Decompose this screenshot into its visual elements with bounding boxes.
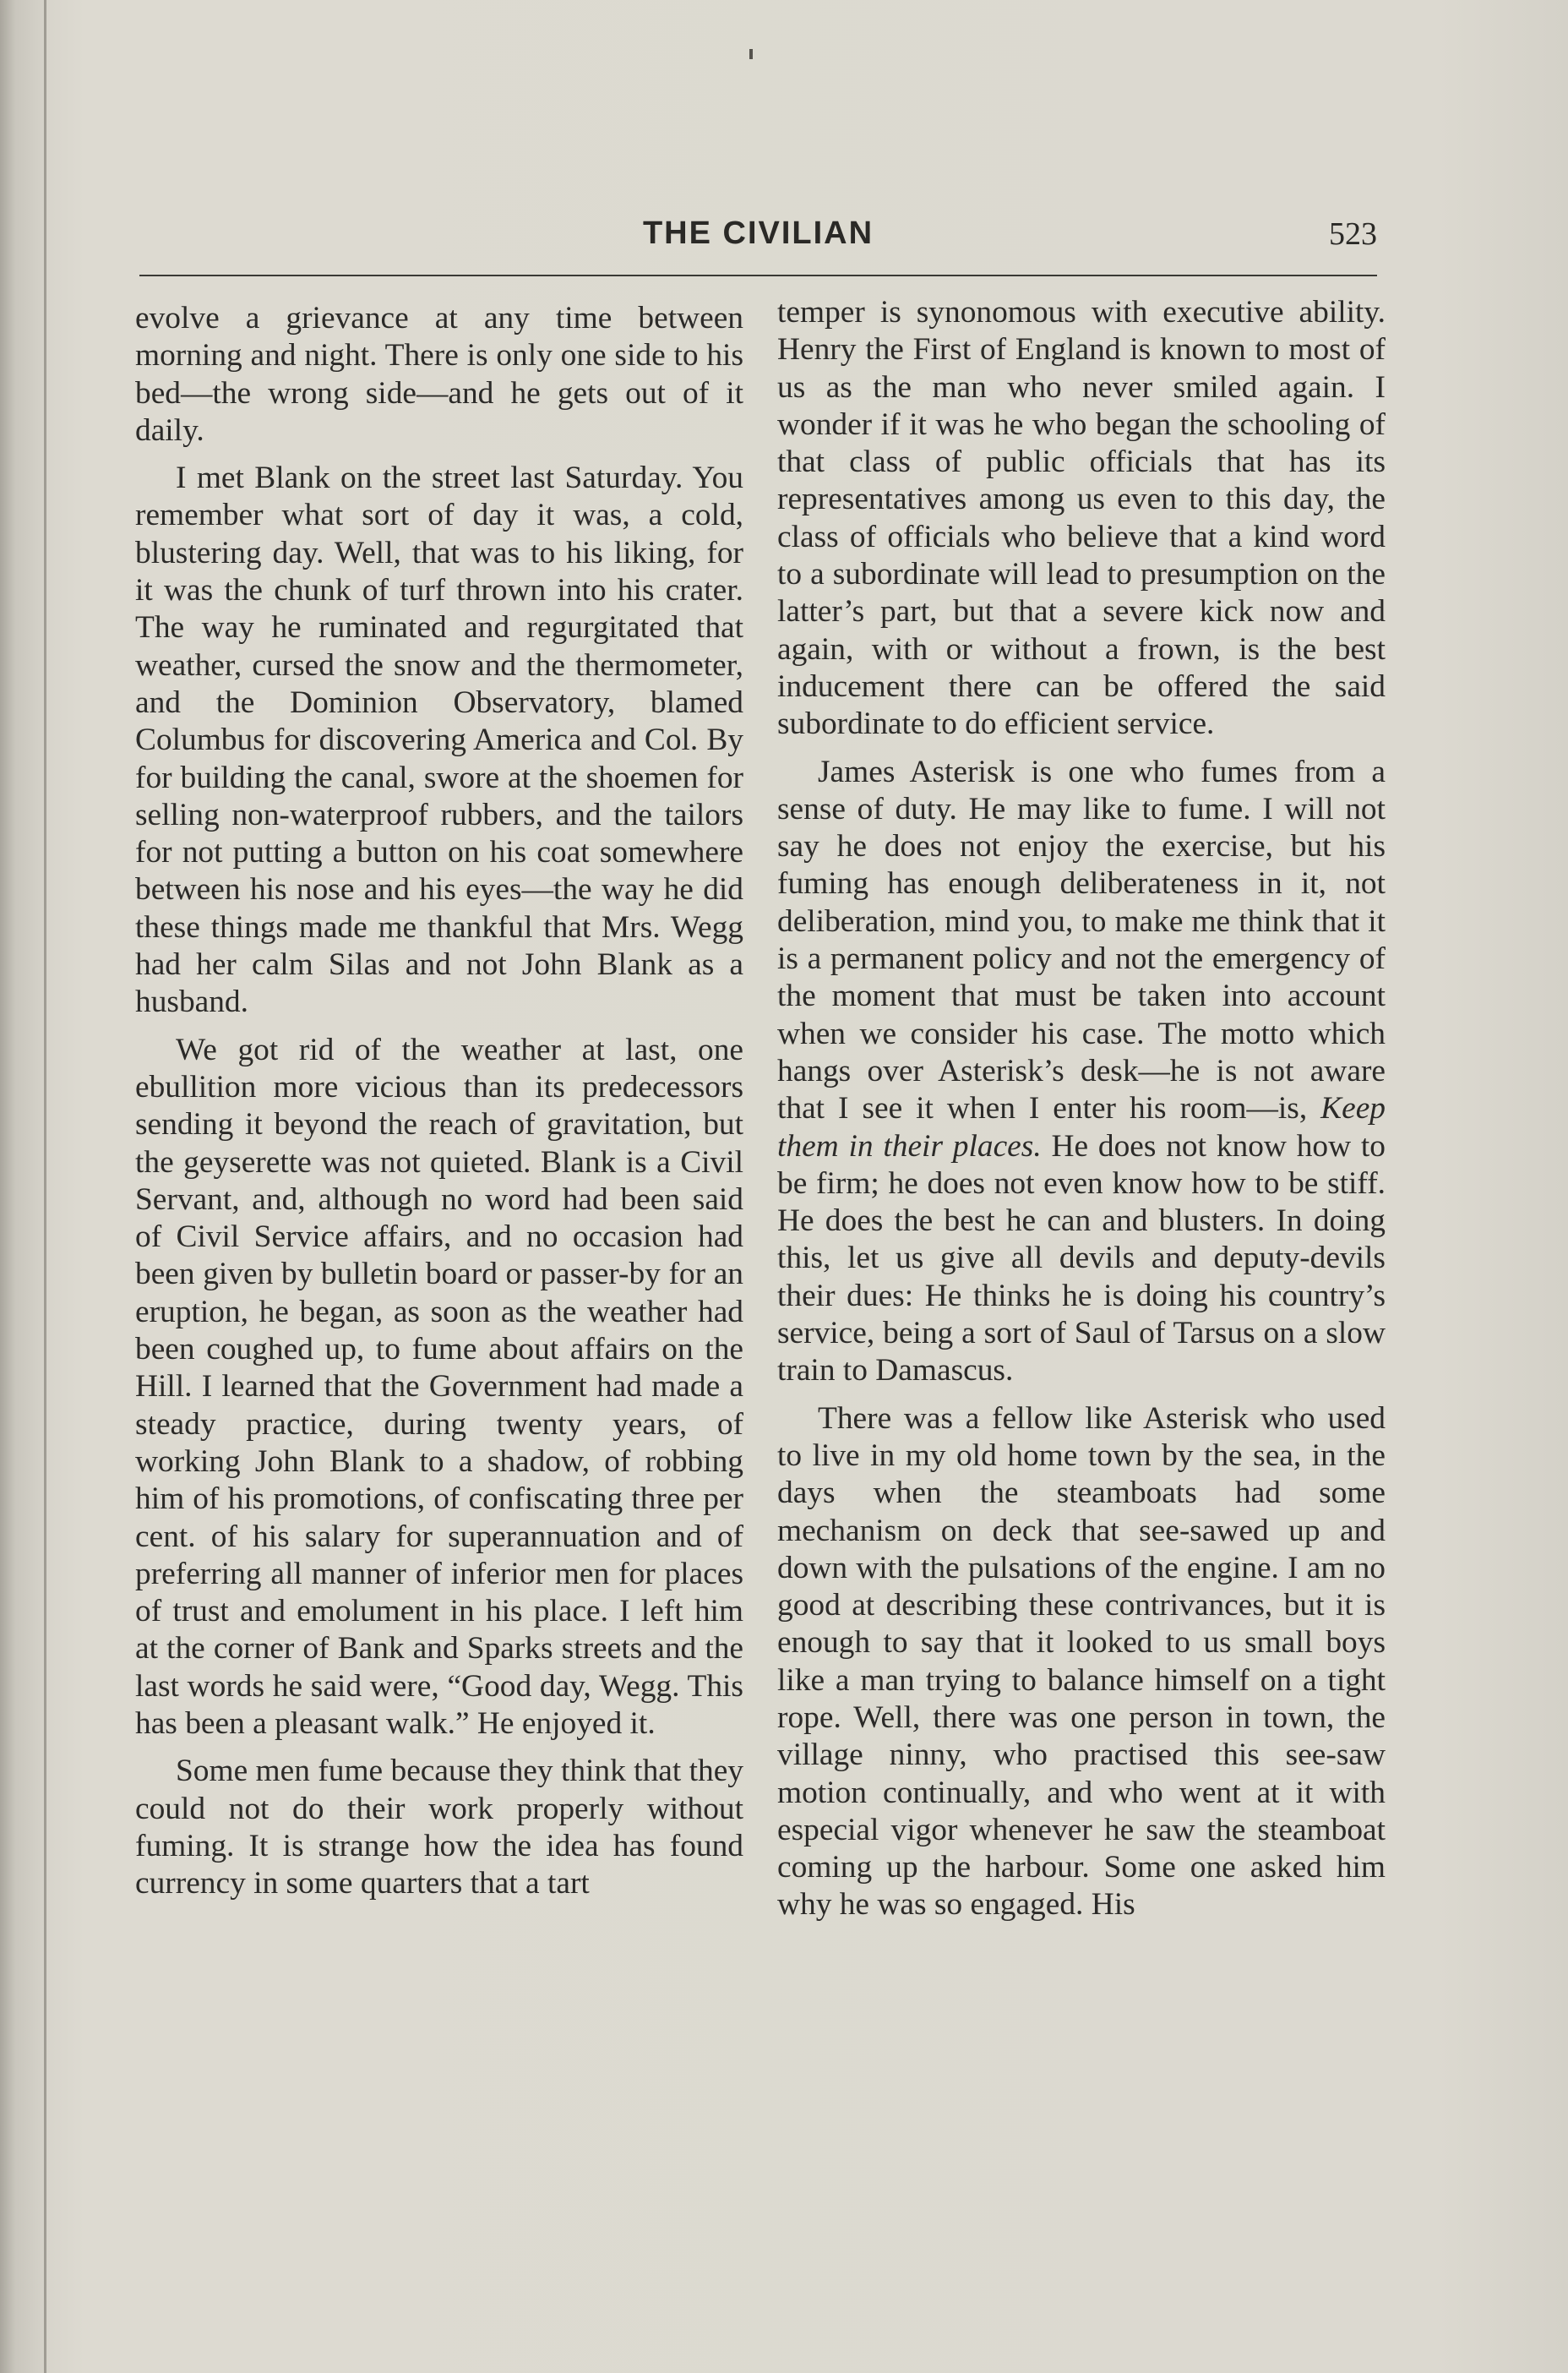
paragraph: I met Blank on the street last Saturday. You remember what sort of day it was, a cold, blustering day. Well, that was to his liking, for it was the chunk of turf thrown into his crater. The way he ruminated and regurgitated that weather, cursed the snow and the thermometer, and the Dominion Observatory, blamed Columbus for discovering America and Col. By for building the canal, swore at the shoemen for selling non-waterproof rubbers, and the tailors for not putting a button on his coat somewhere between his nose and his eyes—the way he did these things made me thankful that Mrs. Wegg had her calm Silas and not John Blank as a husband. [135, 461, 743, 1020]
paragraph: temper is synonomous with executive ability. Henry the First of England is known to most of us as the man who never smiled again. I wonder if it was he who began the schooling of that class of public officials that has its representatives among us even to this day, the class of officials who believe that a kind word to a subordinate will lead to presumption on the latter’s part, but that a severe kick now and again, with or without a frown, is the best inducement there can be offered the said subordinate to do efficient service. [777, 295, 1386, 742]
text-run: He does not know how to be firm; he does not even know how to be stiff. He does the best he can and blusters. In doing this, let us give all devils and deputy-devils their dues: He thinks he is doing his country’s service, being a sort of Saul of Tarsus on a slow train to Damascus. [777, 1128, 1386, 1388]
text-run: James Asterisk is one who fumes from a sense of duty. He may like to fume. I will not say he does not enjoy the exercise, but his fuming has enough deliberateness in it, not deliberation, mind you, to make me think that it is a permanent policy and not the emergency of the moment that must be taken into account when we consider his case. The motto which hangs over Asterisk’s desk—he is not aware that I see it when I enter his room—is, [777, 754, 1386, 1126]
paragraph: There was a fellow like Asterisk who used to live in my old home town by the sea, in the days when the steamboats had some mechanism on deck that see-sawed up and down with the pulsations of the engine. I am no good at describing these contrivances, but it is enough to say that it looked to us small boys like a man trying to balance himself on a tight rope. Well, there was one person in town, the village ninny, who practised this see-saw motion continually, and who went at it with especial vigor whenever he saw the steamboat coming up the harbour. Some one asked him why he was so engaged. His [777, 1400, 1386, 1923]
running-head [139, 215, 1377, 258]
motto: Keep them in their places. [777, 1091, 1386, 1164]
binding-edge [44, 0, 46, 2373]
paragraph: We got rid of the weather at last, one ebullition more vicious than its predecessors sending it beyond the reach of gravitation, but the geyserette was not quieted. Blank is a Civil Servant, and, although no word had been said of Civil Service affairs, and no occasion had been given by bulletin board or passer-by for an eruption, he began, as soon as the weather had been coughed up, to fume about affairs on the Hill. I learned that the Government had made a steady practice, during twenty years, of working John Blank to a shadow, of robbing him of his promotions, of confiscating three per cent. of his salary for superannuation and of preferring all manner of inferior men for places of trust and emolument in his place. I left him at the corner of Bank and Sparks streets and the last words he said were, “Good day, Wegg. This has been a pleasant walk.” He enjoyed it. [135, 1032, 743, 1741]
journal-title: THE CIVILIAN [642, 215, 874, 251]
left-column [135, 300, 743, 1912]
right-column [777, 294, 1386, 1934]
paragraph: Some men fume because they think that they could not do their work properly without fuming. It is strange how the idea has found currency in some quarters that a tart [135, 1754, 743, 1901]
paragraph: evolve a grievance at any time between morning and night. There is only one side to his bed—the wrong side—and he gets out of it daily. [135, 301, 743, 448]
page-number: 523 [1329, 216, 1377, 252]
ink-speck [749, 49, 753, 59]
header-rule [139, 275, 1377, 276]
paragraph [777, 754, 1386, 1390]
